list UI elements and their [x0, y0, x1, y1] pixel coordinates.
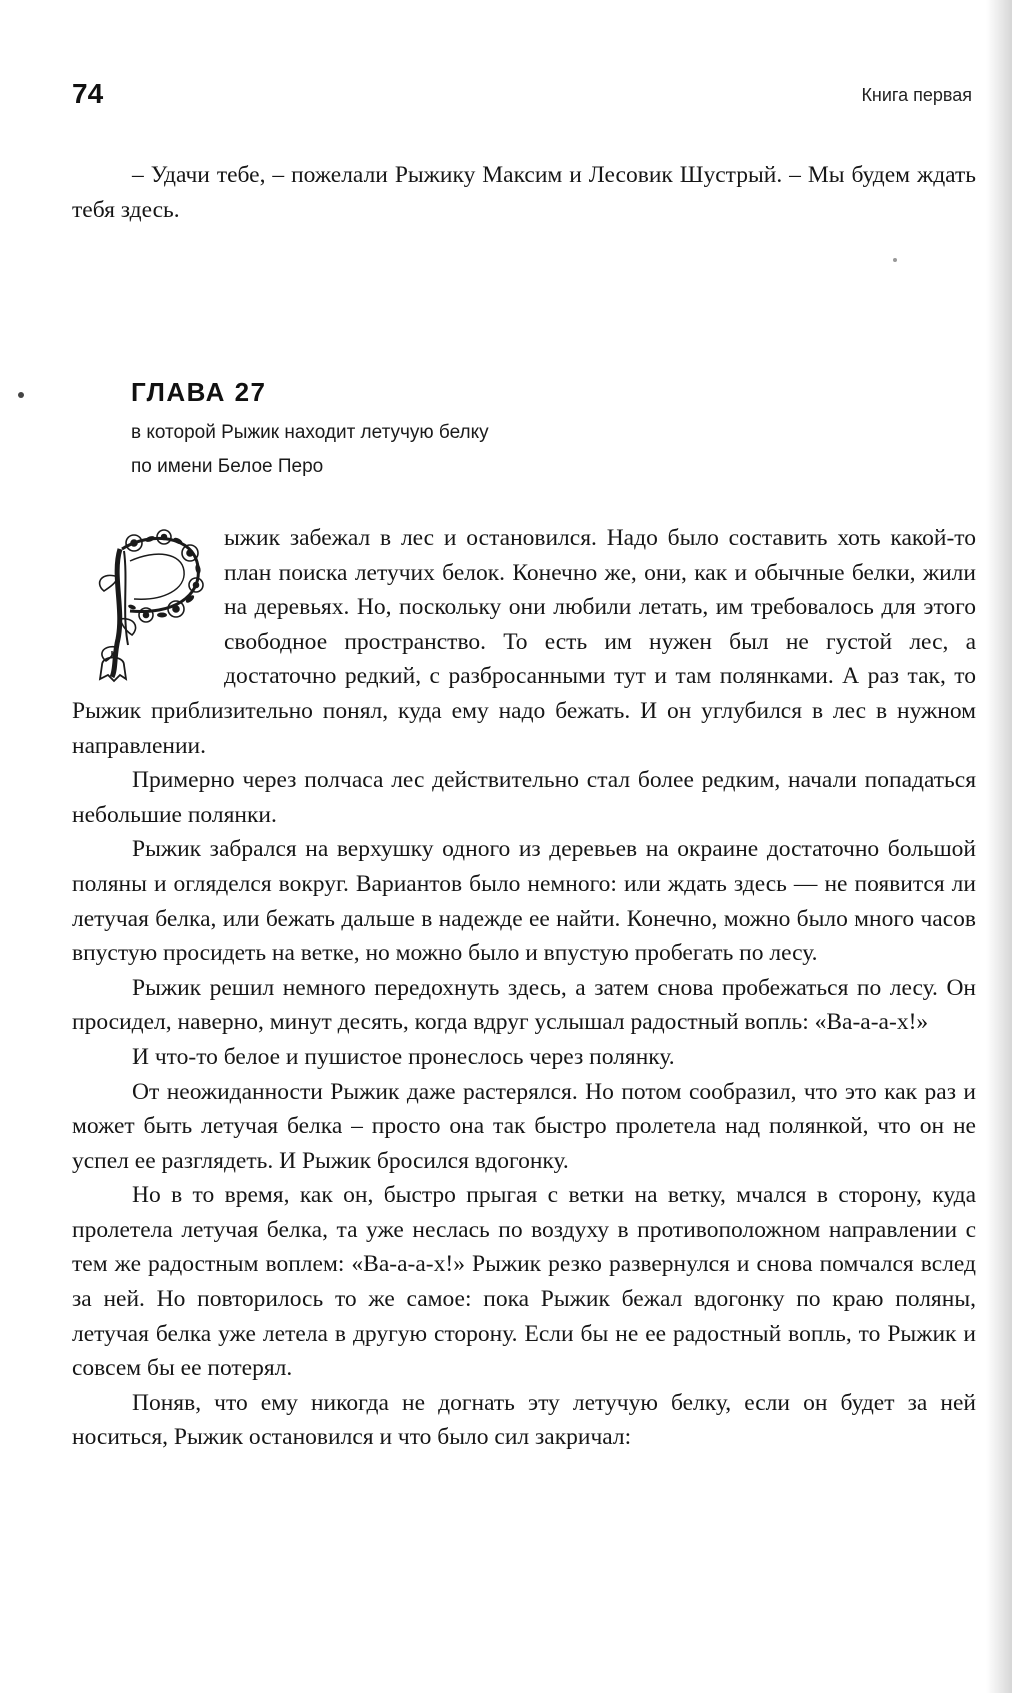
page-number: 74 — [72, 78, 104, 109]
chapter-paragraph: Рыжик забрался на верхушку одного из деревьев на окраине достаточно большой поляны и огляделся вокруг. Вариантов было немного: или ждать здесь — не появится ли летучая белка, или бежать дальше в надежде ее найти. Конечно, можно было много часов впустую просидеть на ветке, но можно было и впустую пробегать по лесу. — [72, 836, 976, 967]
chapter-subtitle-line: в которой Рыжик находит летучую белку — [131, 422, 489, 443]
print-speck — [18, 392, 24, 398]
page-edge-shadow — [986, 0, 1012, 1693]
running-head: Книга первая — [861, 85, 972, 105]
chapter-subtitle — [131, 416, 831, 484]
chapter-paragraph: ыжик забежал в лес и остановился. Надо было составить хоть какой-то план поиска летучих белок. Конечно же, они, как и обычные белки, жили на деревьях. Но, поскольку они любили летать, им требовалось для этого свободное пространство. То есть им нужен был не густой лес, а достаточно редкий, с разбросанными тут и там полянками. А раз так, то Рыжик приблизительно понял, куда ему надо бежать. И он углубился в лес в нужном направлении. — [72, 525, 976, 759]
chapter-paragraph: От неожиданности Рыжик даже растерялся. Но потом сообразил, что это как раз и может быть летучая белка – просто она так быстро пролетела над полянкой, что он не успел ее разглядеть. И Рыжик бросился вдогонку. — [72, 1078, 976, 1174]
ornamental-dropcap-icon — [72, 527, 206, 685]
chapter-paragraph: Но в то время, как он, быстро прыгая с ветки на ветку, мчался в сторону, куда пролетела летучая белка, та уже неслась по воздуху в противоположном направлении с тем же радостным воплем: «Ва-а-а-х!» Рыжик резко развернулся и снова помчался вслед за ней. Но повторилось то же самое: пока Рыжик бежал вдогонку по краю поляны, летучая белка уже летела в другую сторону. Если бы не ее радостный вопль, то Рыжик и совсем бы ее потерял. — [72, 1182, 976, 1382]
chapter-paragraph: Примерно через полчаса лес действительно стал более редким, начали попадаться небольшие полянки. — [72, 767, 976, 828]
chapter-paragraph: И что-то белое и пушистое пронеслось через полянку. — [132, 1043, 675, 1070]
chapter-paragraph: Поняв, что ему никогда не догнать эту летучую белку, если он будет за ней носиться, Рыжик остановился и что было сил закричал: — [72, 1389, 976, 1451]
chapter-paragraph: Рыжик решил немного передохнуть здесь, а затем снова пробежаться по лесу. Он просидел, наверно, минут десять, когда вдруг услышал радостный вопль: «Ва-а-а-х!» — [72, 974, 976, 1036]
intro-paragraph: – Удачи тебе, – пожелали Рыжику Максим и Лесовик Шустрый. – Мы будем ждать тебя здесь. — [72, 162, 976, 223]
chapter-heading — [131, 376, 831, 484]
chapter-body — [72, 521, 976, 1455]
chapter-opening-paragraph — [72, 521, 976, 763]
print-speck — [893, 258, 897, 262]
chapter-subtitle-line: по имени Белое Перо — [131, 456, 324, 477]
chapter-title: ГЛАВА 27 — [131, 377, 267, 407]
intro-text — [72, 158, 976, 227]
